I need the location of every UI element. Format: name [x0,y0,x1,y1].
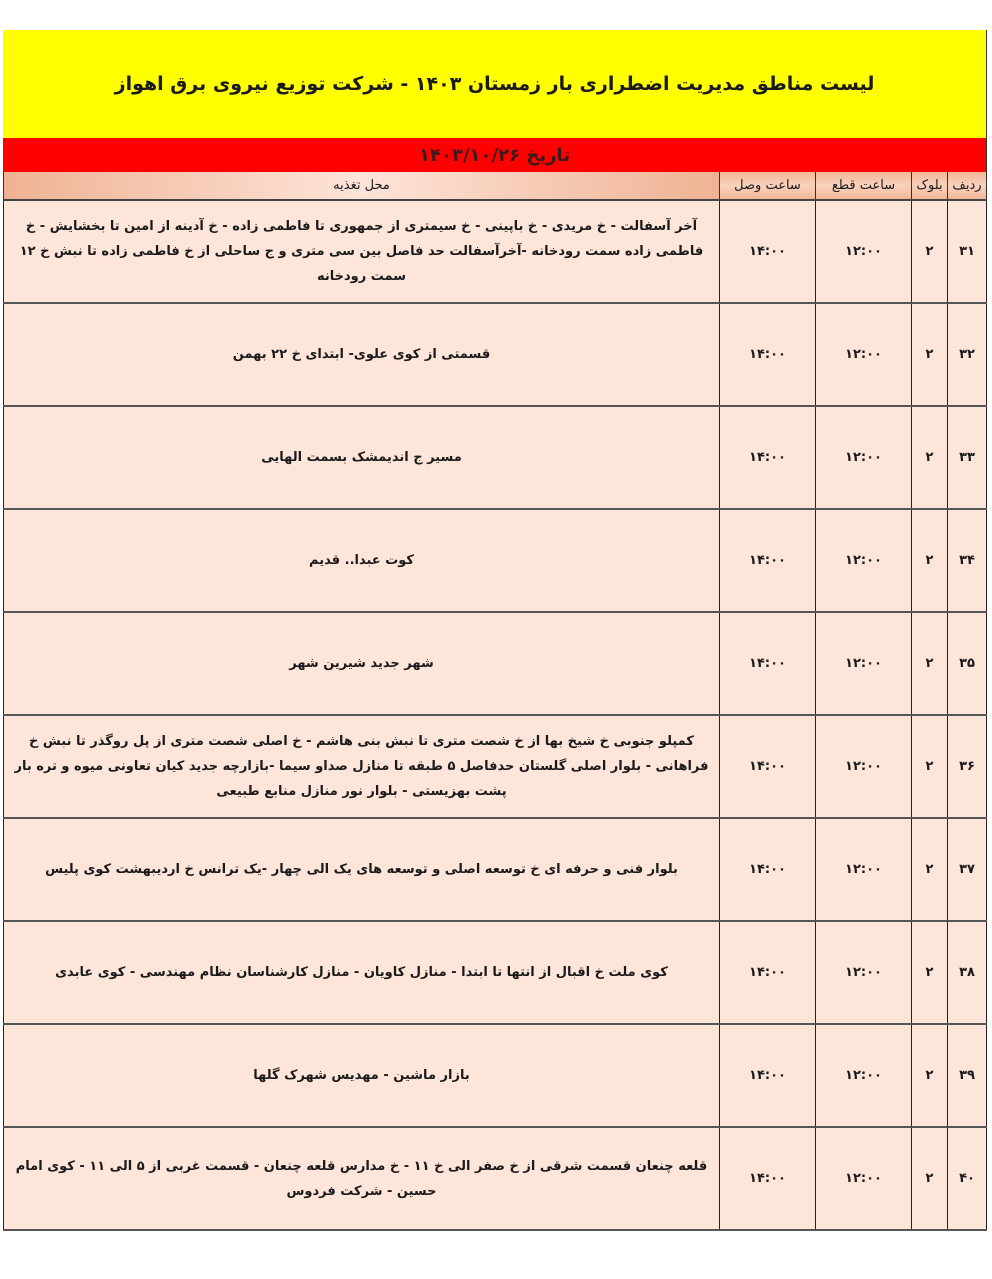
cell-block: ۲ [912,818,948,921]
header-block: بلوک [912,172,948,200]
cell-connect-time: ۱۴:۰۰ [720,612,816,715]
table-row [4,200,987,303]
cell-location: کوت عبدا.. قدیم [4,509,720,612]
cell-location: قسمتی از کوی علوی- ابتدای خ ۲۲ بهمن [4,303,720,406]
cell-cut-time: ۱۲:۰۰ [816,1024,912,1127]
cell-row-number: ۳۳ [948,406,987,509]
cell-row-number: ۳۷ [948,818,987,921]
cell-block: ۲ [912,1024,948,1127]
table-header-row [4,172,987,200]
outage-schedule-sheet [3,30,987,1231]
date-banner: تاریخ ۱۴۰۳/۱۰/۲۶ [3,138,987,172]
cell-location: بازار ماشین - مهدیس شهرک گلها [4,1024,720,1127]
cell-row-number: ۳۵ [948,612,987,715]
cell-block: ۲ [912,200,948,303]
header-location: محل تغذیه [4,172,720,200]
page-title: لیست مناطق مدیریت اضطراری بار زمستان ۱۴۰۳ - شرکت توزیع نیروی برق اهواز [3,30,987,138]
cell-connect-time: ۱۴:۰۰ [720,1127,816,1230]
cell-connect-time: ۱۴:۰۰ [720,1024,816,1127]
cell-block: ۲ [912,509,948,612]
cell-block: ۲ [912,406,948,509]
cell-connect-time: ۱۴:۰۰ [720,921,816,1024]
cell-row-number: ۳۱ [948,200,987,303]
cell-connect-time: ۱۴:۰۰ [720,509,816,612]
cell-cut-time: ۱۲:۰۰ [816,303,912,406]
cell-connect-time: ۱۴:۰۰ [720,406,816,509]
cell-row-number: ۴۰ [948,1127,987,1230]
cell-location: کمپلو جنوبی خ شیخ بها از خ شصت متری تا نبش بنی هاشم - خ اصلی شصت متری از پل روگذر تا نبش خ فراهانی - بلوار اصلی گلستان حدفاصل ۵ طبقه تا منازل صداو سیما -بازارچه جدید کیان تعاونی میوه و تره بار پشت بهزیستی - بلوار نور منازل منابع طبیعی [4,715,720,818]
cell-block: ۲ [912,1127,948,1230]
cell-cut-time: ۱۲:۰۰ [816,1127,912,1230]
cell-location: مسیر ج اندیمشک بسمت الهایی [4,406,720,509]
cell-location: کوی ملت خ اقبال از انتها تا ابتدا - منازل کاویان - منازل کارشناسان نظام مهندسی - کوی عابدی [4,921,720,1024]
header-connect-time: ساعت وصل [720,172,816,200]
cell-row-number: ۳۸ [948,921,987,1024]
table-row [4,612,987,715]
cell-block: ۲ [912,612,948,715]
cell-cut-time: ۱۲:۰۰ [816,406,912,509]
table-row [4,715,987,818]
table-row [4,1024,987,1127]
cell-cut-time: ۱۲:۰۰ [816,818,912,921]
cell-row-number: ۳۲ [948,303,987,406]
cell-cut-time: ۱۲:۰۰ [816,612,912,715]
cell-location: آخر آسفالت - خ مریدی - خ باپینی - خ سیمتری از جمهوری تا فاطمی زاده - خ آدینه از امین تا بخشایش - خ فاطمی زاده سمت رودخانه -آخرآسفالت حد فاصل بین سی متری و ج ساحلی از خ فاطمی زاده تا نبش خ ۱۲ سمت رودخانه [4,200,720,303]
cell-cut-time: ۱۲:۰۰ [816,509,912,612]
header-cut-time: ساعت قطع [816,172,912,200]
cell-cut-time: ۱۲:۰۰ [816,921,912,1024]
cell-row-number: ۳۶ [948,715,987,818]
cell-connect-time: ۱۴:۰۰ [720,818,816,921]
cell-block: ۲ [912,921,948,1024]
cell-cut-time: ۱۲:۰۰ [816,200,912,303]
cell-connect-time: ۱۴:۰۰ [720,715,816,818]
outage-table [3,172,987,1231]
cell-block: ۲ [912,715,948,818]
cell-cut-time: ۱۲:۰۰ [816,715,912,818]
table-row [4,406,987,509]
cell-block: ۲ [912,303,948,406]
cell-location: قلعه چنعان قسمت شرقی از خ صفر الی خ ۱۱ - خ مدارس قلعه چنعان - قسمت غربی از ۵ الی ۱۱ - کوی امام حسین - شرکت فردوس [4,1127,720,1230]
header-row-number: ردیف [948,172,987,200]
table-row [4,1127,987,1230]
cell-row-number: ۳۹ [948,1024,987,1127]
table-row [4,303,987,406]
cell-location: بلوار فنی و حرفه ای خ توسعه اصلی و توسعه های یک الی چهار -یک ترانس خ اردیبهشت کوی پلیس [4,818,720,921]
cell-location: شهر جدید شیرین شهر [4,612,720,715]
table-row [4,509,987,612]
table-row [4,921,987,1024]
cell-connect-time: ۱۴:۰۰ [720,303,816,406]
cell-connect-time: ۱۴:۰۰ [720,200,816,303]
cell-row-number: ۳۴ [948,509,987,612]
table-row [4,818,987,921]
